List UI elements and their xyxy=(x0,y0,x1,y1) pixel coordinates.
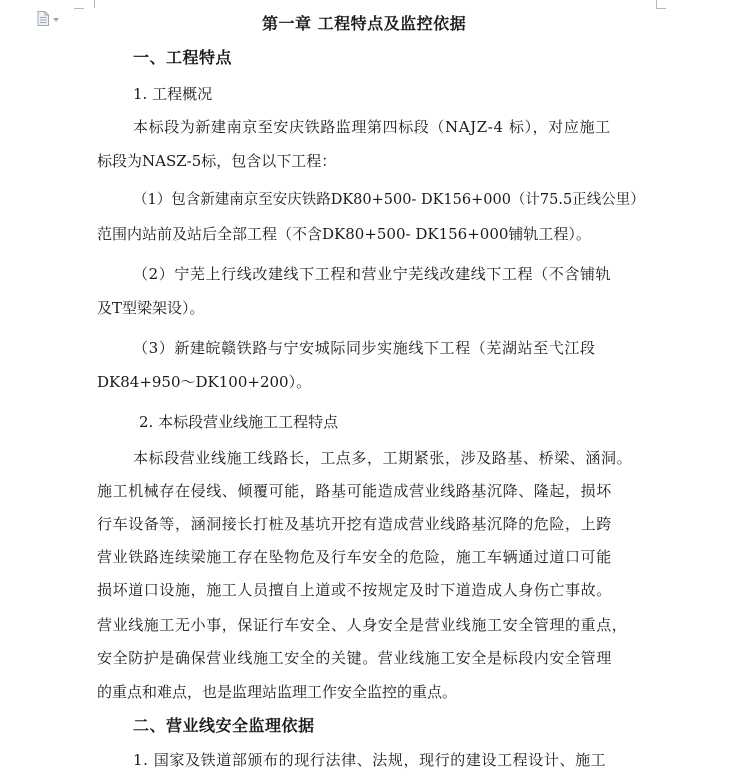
paragraph-line: 损坏道口设施，施工人员擅自上道或不按规定及时下道造成人身伤亡事故。 xyxy=(97,581,612,599)
paragraph-line: （3）新建皖赣铁路与宁安城际同步实施线下工程（芜湖站至弋江段 xyxy=(133,339,596,357)
crop-mark-top-left xyxy=(84,0,95,8)
paragraph-line: 营业线施工无小事，保证行车安全、人身安全是营业线施工安全管理的重点， xyxy=(97,616,628,634)
paragraph-line: 的重点和难点，也是监理站监理工作安全监控的重点。 xyxy=(97,683,458,701)
subheading-1: 1. 工程概况 xyxy=(133,85,213,103)
paragraph-line: 1. 国家及铁道部颁布的现行法律、法规，现行的建设工程设计、施工 xyxy=(133,751,607,769)
paragraph-line: 范围内站前及站后全部工程（不含DK80+500- DK156+000铺轨工程）。 xyxy=(97,225,591,243)
crop-mark-top-left-h xyxy=(74,8,84,9)
section-heading-2: 二、营业线安全监理依据 xyxy=(133,716,315,735)
paragraph-line: 及T型梁架设）。 xyxy=(97,299,205,317)
paragraph-line: 施工机械存在侵线、倾覆可能，路基可能造成营业线路基沉降、隆起，损坏 xyxy=(97,482,612,500)
paragraph-line: 安全防护是确保营业线施工安全的关键。营业线施工安全是标段内安全管理 xyxy=(97,649,612,667)
document-menu-button[interactable] xyxy=(37,11,49,26)
paragraph-line: 本标段为新建南京至安庆铁路监理第四标段（NAJZ-4 标），对应施工 xyxy=(133,118,611,136)
section-heading-1: 一、工程特点 xyxy=(133,48,233,67)
paragraph-line: （1）包含新建南京至安庆铁路DK80+500- DK156+000（计75.5正线公里） xyxy=(133,192,645,208)
paragraph-line: （2）宁芜上行线改建线下工程和营业宁芜线改建线下工程（不含铺轨 xyxy=(133,265,612,283)
paragraph-line: 行车设备等，涵洞接长打桩及基坑开挖有造成营业线路基沉降的危险，上跨 xyxy=(97,515,612,533)
document-icon xyxy=(37,11,49,26)
paragraph-line: DK84+950～DK100+200）。 xyxy=(97,373,312,391)
chapter-title: 第一章 工程特点及监控依据 xyxy=(262,14,467,33)
subheading-2: 2. 本标段营业线施工工程特点 xyxy=(139,413,339,431)
chevron-down-icon xyxy=(53,18,59,22)
paragraph-line: 标段为NASZ-5标，包含以下工程： xyxy=(97,152,337,170)
paragraph-line: 营业铁路连续梁施工存在坠物危及行车安全的危险，施工车辆通过道口可能 xyxy=(97,548,612,566)
crop-mark-top-right-h xyxy=(656,8,666,9)
crop-mark-top-right xyxy=(656,0,667,8)
paragraph-line: 本标段营业线施工线路长，工点多，工期紧张，涉及路基、桥梁、涵洞。 xyxy=(133,449,633,467)
